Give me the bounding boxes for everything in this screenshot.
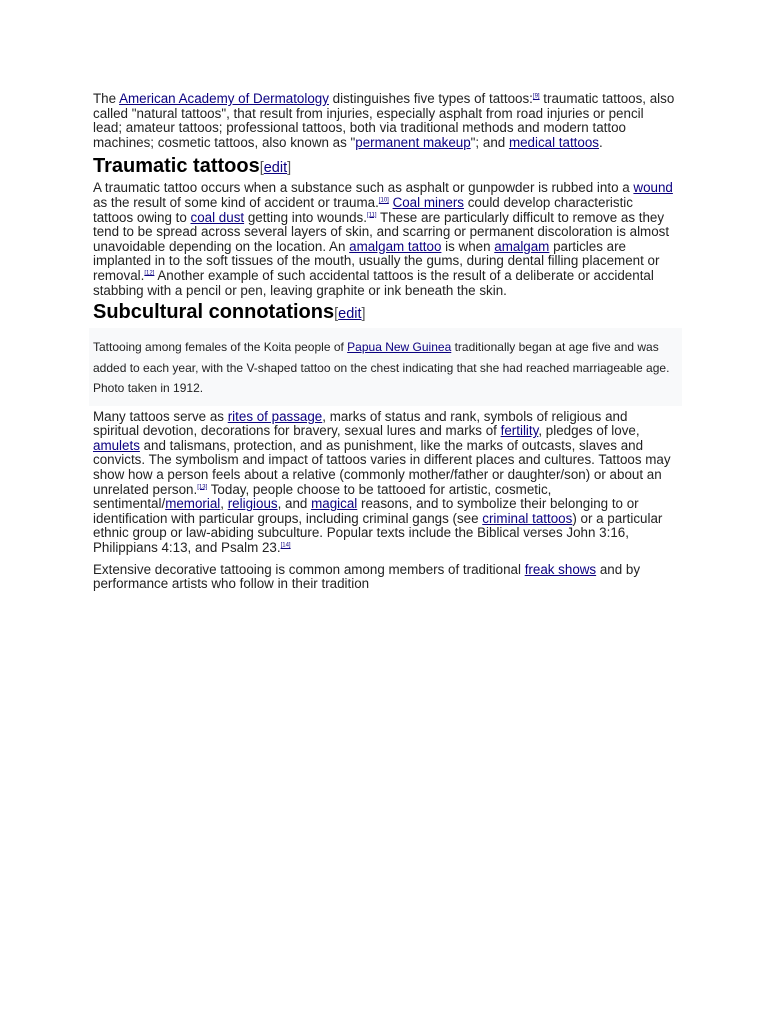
text: . <box>599 134 603 150</box>
edit-link-traumatic[interactable]: edit <box>263 160 288 177</box>
citation-link[interactable]: [9] <box>532 93 540 100</box>
link-rites-of-passage[interactable]: rites of passage <box>227 408 323 424</box>
edit-section <box>334 306 365 322</box>
text: These are particularly difficult to remove as they tend to be spread across several layers of skin, and scarring or permanent discoloration is almost unavoidable depending on the location. An <box>93 209 670 254</box>
text: is when <box>441 238 495 254</box>
text: could develop characteristic tattoos owing to <box>93 194 633 225</box>
text: Today, people choose to be tattooed for artistic, cosmetic, sentimental/ <box>93 481 552 512</box>
text: as the result of some kind of accident or trauma. <box>93 194 379 210</box>
link-medical-tattoos[interactable]: medical tattoos <box>508 134 599 150</box>
text: The <box>93 91 120 106</box>
heading-text: Subcultural connotations <box>93 301 335 324</box>
citation-10 <box>379 198 389 204</box>
text: , pledges of love, <box>538 423 640 439</box>
citation-link[interactable]: [13] <box>197 484 208 491</box>
text: and talismans, protection, and as punishment, like the marks of outcasts, slaves and convicts. The symbolism and impact of tattoos varies in different places and cultures. Tattoos may show how a person feels about a relative (commonly mother/father or daughter/son) or about an unrelated person. <box>93 437 671 497</box>
text: , marks of status and rank, symbols of religious and spiritual devotion, decorations for bravery, sexual lures and marks of <box>93 408 628 439</box>
traumatic-paragraph <box>93 181 676 298</box>
intro-paragraph <box>93 92 676 150</box>
link-coal-miners[interactable]: Coal miners <box>392 194 465 210</box>
text: getting into wounds. <box>244 209 367 225</box>
text: "; and <box>470 134 509 150</box>
text: reasons, and to symbolize their belonging to or identification with particular groups, including criminal gangs (see <box>93 496 639 526</box>
text: Another example of such accidental tattoos is the result of a deliberate or accidental stabbing with a pencil or pen, leaving graphite or ink beneath the skin. <box>93 267 654 298</box>
citation-14 <box>281 543 291 549</box>
heading-traumatic-tattoos <box>93 154 676 180</box>
edit-link-subcultural[interactable]: edit <box>338 306 362 323</box>
link-wound[interactable]: wound <box>633 180 673 196</box>
link-amalgam-tattoo[interactable]: amalgam tattoo <box>349 238 442 254</box>
citation-12 <box>144 270 154 276</box>
link-amalgam[interactable]: amalgam <box>494 238 550 254</box>
citation-link[interactable]: [10] <box>378 197 389 204</box>
text: particles are implanted in to the soft tissues of the mouth, usually the gums, during dental filling placement or removal. <box>93 238 660 283</box>
heading-subcultural-connotations <box>93 300 676 326</box>
link-american-academy-of-dermatology[interactable]: American Academy of Dermatology <box>119 91 329 106</box>
bracket: ] <box>287 160 292 177</box>
article-body <box>93 92 676 592</box>
link-permanent-makeup[interactable]: permanent makeup <box>355 134 471 150</box>
bracket: [ <box>334 306 339 323</box>
edit-section <box>260 160 291 176</box>
heading-text: Traumatic tattoos <box>93 155 260 178</box>
link-papua-new-guinea[interactable]: Papua New Guinea <box>347 340 452 355</box>
citation-link[interactable]: [14] <box>280 542 291 549</box>
citation-link[interactable]: [11] <box>366 212 377 219</box>
link-magical[interactable]: magical <box>311 496 358 512</box>
link-memorial[interactable]: memorial <box>165 496 221 512</box>
bracket: [ <box>259 160 264 177</box>
text: traditionally began at age five and was added to each year, with the V-shaped tattoo on the chest indicating that she had reached marriageable age. Photo taken in 1912. <box>93 340 670 396</box>
text: distinguishes five types of tattoos: <box>328 91 533 106</box>
text: A traumatic tattoo occurs when a substance such as asphalt or gunpowder is rubbed into a <box>93 180 634 196</box>
link-coal-dust[interactable]: coal dust <box>190 209 245 225</box>
text: Tattooing among females of the Koita people of <box>93 340 348 355</box>
link-fertility[interactable]: fertility <box>500 423 539 439</box>
subcultural-paragraph <box>93 410 676 556</box>
link-criminal-tattoos[interactable]: criminal tattoos <box>482 510 573 526</box>
text: Extensive decorative tattooing is common among members of traditional <box>93 561 525 577</box>
citation-11 <box>367 212 377 218</box>
link-religious[interactable]: religious <box>227 496 278 512</box>
text: , and <box>277 496 312 512</box>
text: , <box>220 496 228 512</box>
citation-9 <box>533 94 540 100</box>
link-freak-shows[interactable]: freak shows <box>524 561 597 577</box>
citation-link[interactable]: [12] <box>144 270 155 277</box>
freak-shows-paragraph <box>93 563 676 592</box>
text: traumatic tattoos, also called "natural tattoos", that result from injuries, especially asphalt from road injuries or pencil lead; amateur tattoos; professional tattoos, both via traditional methods and modern tattoo machines; cosmetic tattoos, also known as " <box>93 91 675 150</box>
text: ) or a particular ethnic group or law-abiding subculture. Popular texts include the Biblical verses John 3:16, Philippians 4:13, and Psalm 23. <box>93 510 663 555</box>
citation-13 <box>197 484 207 490</box>
image-caption <box>89 328 682 406</box>
bracket: ] <box>361 306 366 323</box>
text: and by performance artists who follow in their tradition <box>93 561 641 592</box>
link-amulets[interactable]: amulets <box>93 437 140 453</box>
text: Many tattoos serve as <box>93 408 228 424</box>
